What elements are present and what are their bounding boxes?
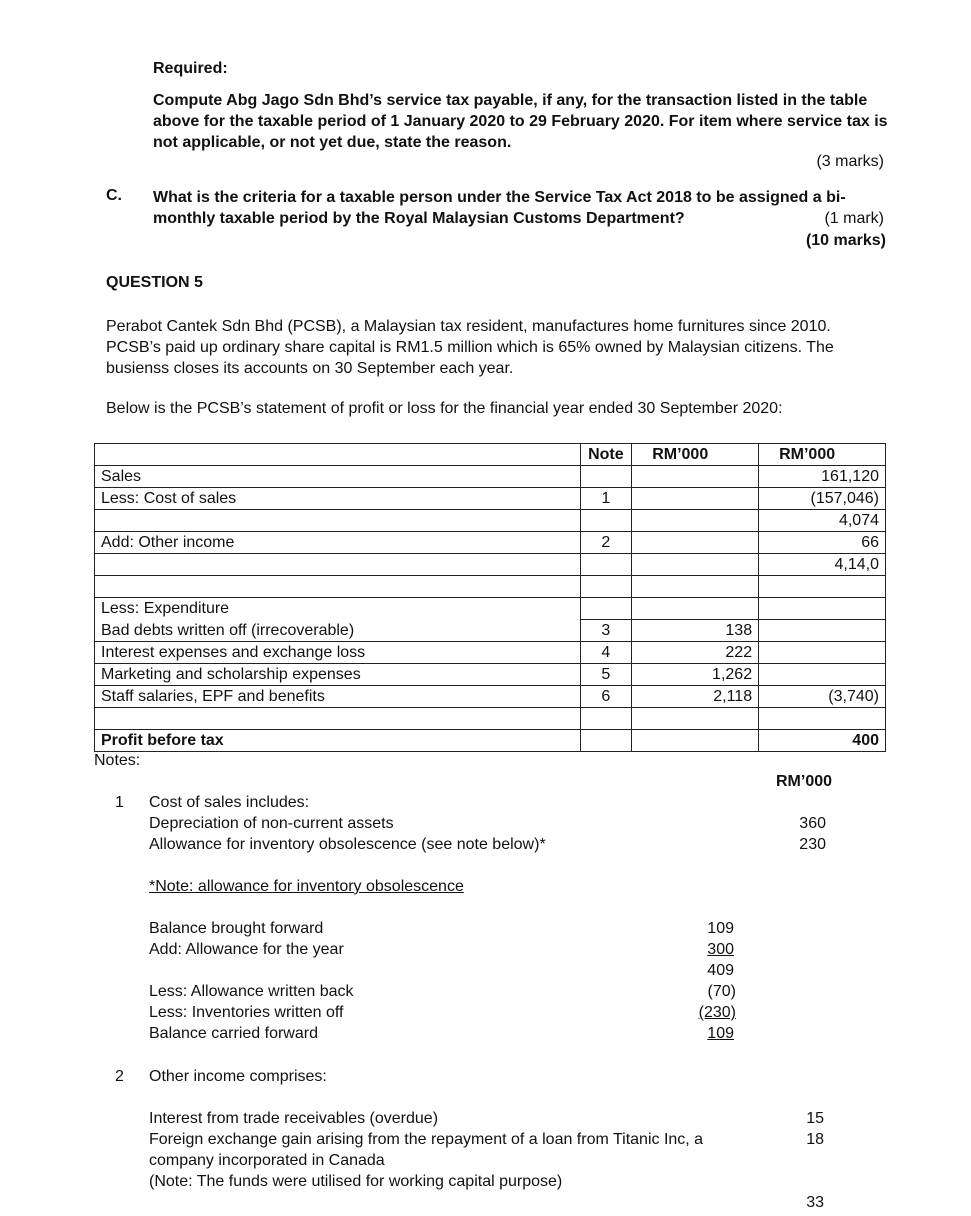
row-col2 — [759, 598, 886, 620]
note1-number: 1 — [115, 794, 124, 811]
table-row — [95, 708, 886, 730]
row-note — [580, 466, 632, 488]
row-col1 — [632, 598, 759, 620]
note1-subtotal: 409 — [707, 962, 734, 979]
header-rm-1: RM’000 — [632, 444, 759, 466]
row-note: 2 — [580, 532, 632, 554]
row-col2 — [759, 664, 886, 686]
row-note — [580, 554, 632, 576]
note1-title: Cost of sales includes: — [149, 794, 310, 811]
row-col2 — [759, 708, 886, 730]
row-col1 — [632, 510, 759, 532]
row-col1: 1,262 — [632, 664, 759, 686]
profit-loss-table — [94, 443, 886, 752]
row-col2: 4,14,0 — [759, 554, 886, 576]
table-row — [95, 686, 886, 708]
row-col1 — [632, 466, 759, 488]
row-col1 — [632, 730, 759, 752]
table-row — [95, 510, 886, 532]
note1-subnote-title: *Note: allowance for inventory obsolescence — [149, 878, 464, 895]
row-note: 5 — [580, 664, 632, 686]
row-label — [95, 510, 581, 532]
row-col2 — [759, 620, 886, 642]
row-label — [95, 554, 581, 576]
note1-wo-label: Less: Inventories written off — [149, 1004, 344, 1021]
header-label-cell — [95, 444, 581, 466]
row-label — [95, 708, 581, 730]
note1-dep-value: 360 — [799, 815, 826, 832]
note1-wb-label: Less: Allowance written back — [149, 983, 354, 1000]
required-heading: Required: — [153, 60, 228, 77]
row-col1 — [632, 708, 759, 730]
note2-fx-line3: (Note: The funds were utilised for working capital purpose) — [149, 1173, 563, 1190]
table-row-total — [95, 730, 886, 752]
note2-fx-line1: Foreign exchange gain arising from the repayment of a loan from Titanic Inc, a — [149, 1131, 704, 1148]
table-row — [95, 532, 886, 554]
note1-wb-value: (70) — [707, 983, 736, 1000]
row-label: Add: Other income — [95, 532, 581, 554]
note1-allow-label: Allowance for inventory obsolescence (see note below)* — [149, 836, 546, 853]
part-c-marks: (1 mark) — [824, 210, 884, 227]
note1-add-label: Add: Allowance for the year — [149, 941, 344, 958]
note1-bcf-value: 109 — [707, 1025, 734, 1042]
required-text: Compute Abg Jago Sdn Bhd’s service tax payable, if any, for the transaction listed in the table above for the taxable period of 1 January 2020 to 29 February 2020. For item where service tax is not applicable, or not yet due, state the reason. — [153, 92, 888, 151]
row-note — [580, 708, 632, 730]
row-note — [580, 730, 632, 752]
row-col2: 4,074 — [759, 510, 886, 532]
row-col2: 161,120 — [759, 466, 886, 488]
row-col1: 222 — [632, 642, 759, 664]
table-row — [95, 620, 886, 642]
table-header-row — [95, 444, 886, 466]
question5-intro: Perabot Cantek Sdn Bhd (PCSB), a Malaysian tax resident, manufactures home furnitures since 2010. PCSB’s paid up ordinary share capital is RM1.5 million which is 65% owned by Malaysian citizens. The busienss closes its accounts on 30 September each year. — [106, 318, 834, 377]
note1-dep-label: Depreciation of non-current assets — [149, 815, 394, 832]
header-rm-2: RM’000 — [759, 444, 886, 466]
table-row — [95, 554, 886, 576]
part-c-label: C. — [106, 187, 122, 204]
note2-number: 2 — [115, 1068, 124, 1085]
question5-heading: QUESTION 5 — [106, 274, 203, 291]
table-spacer-row — [95, 576, 886, 598]
note1-bbf-label: Balance brought forward — [149, 920, 324, 937]
question5-below: Below is the PCSB’s statement of profit or loss for the financial year ended 30 September 2020: — [106, 400, 783, 417]
row-col1 — [632, 532, 759, 554]
note2-title: Other income comprises: — [149, 1068, 327, 1085]
part-c-total: (10 marks) — [805, 232, 886, 249]
notes-heading: Notes: — [94, 752, 141, 769]
row-note: 1 — [580, 488, 632, 510]
row-label: Bad debts written off (irrecoverable) — [95, 620, 581, 642]
row-label: Less: Expenditure — [95, 598, 581, 620]
note1-add-value: 300 — [707, 941, 734, 958]
row-col1 — [632, 554, 759, 576]
table-row — [95, 598, 886, 620]
row-label: Marketing and scholarship expenses — [95, 664, 581, 686]
header-note: Note — [580, 444, 632, 466]
row-note: 4 — [580, 642, 632, 664]
row-label: Less: Cost of sales — [95, 488, 581, 510]
row-label: Staff salaries, EPF and benefits — [95, 686, 581, 708]
note1-bcf-label: Balance carried forward — [149, 1025, 318, 1042]
row-col2: 66 — [759, 532, 886, 554]
row-label: Profit before tax — [95, 730, 581, 752]
row-label: Interest expenses and exchange loss — [95, 642, 581, 664]
row-note — [580, 510, 632, 532]
table-row — [95, 642, 886, 664]
row-note: 6 — [580, 686, 632, 708]
table-row — [95, 664, 886, 686]
note2-total: 33 — [806, 1194, 824, 1211]
part-c-text: What is the criteria for a taxable person under the Service Tax Act 2018 to be assigned a bi-monthly taxable period by the Royal Malaysian Customs Department? — [153, 189, 846, 227]
row-col2: 400 — [759, 730, 886, 752]
note1-bbf-value: 109 — [707, 920, 734, 937]
note2-int-value: 15 — [806, 1110, 824, 1127]
notes-rm-header: RM’000 — [776, 773, 833, 790]
row-col2: (157,046) — [759, 488, 886, 510]
table-row — [95, 466, 886, 488]
row-col2: (3,740) — [759, 686, 886, 708]
note2-int-label: Interest from trade receivables (overdue) — [149, 1110, 439, 1127]
row-col1: 138 — [632, 620, 759, 642]
row-col1: 2,118 — [632, 686, 759, 708]
note2-fx-value: 18 — [806, 1131, 824, 1148]
note1-wo-value: (230) — [698, 1004, 736, 1021]
row-note — [580, 598, 632, 620]
required-marks: (3 marks) — [816, 153, 884, 170]
row-col1 — [632, 488, 759, 510]
row-note: 3 — [580, 620, 632, 642]
table-row — [95, 488, 886, 510]
note1-allow-value: 230 — [799, 836, 826, 853]
note2-fx-line2: company incorporated in Canada — [149, 1152, 385, 1169]
row-col2 — [759, 642, 886, 664]
row-label: Sales — [95, 466, 581, 488]
